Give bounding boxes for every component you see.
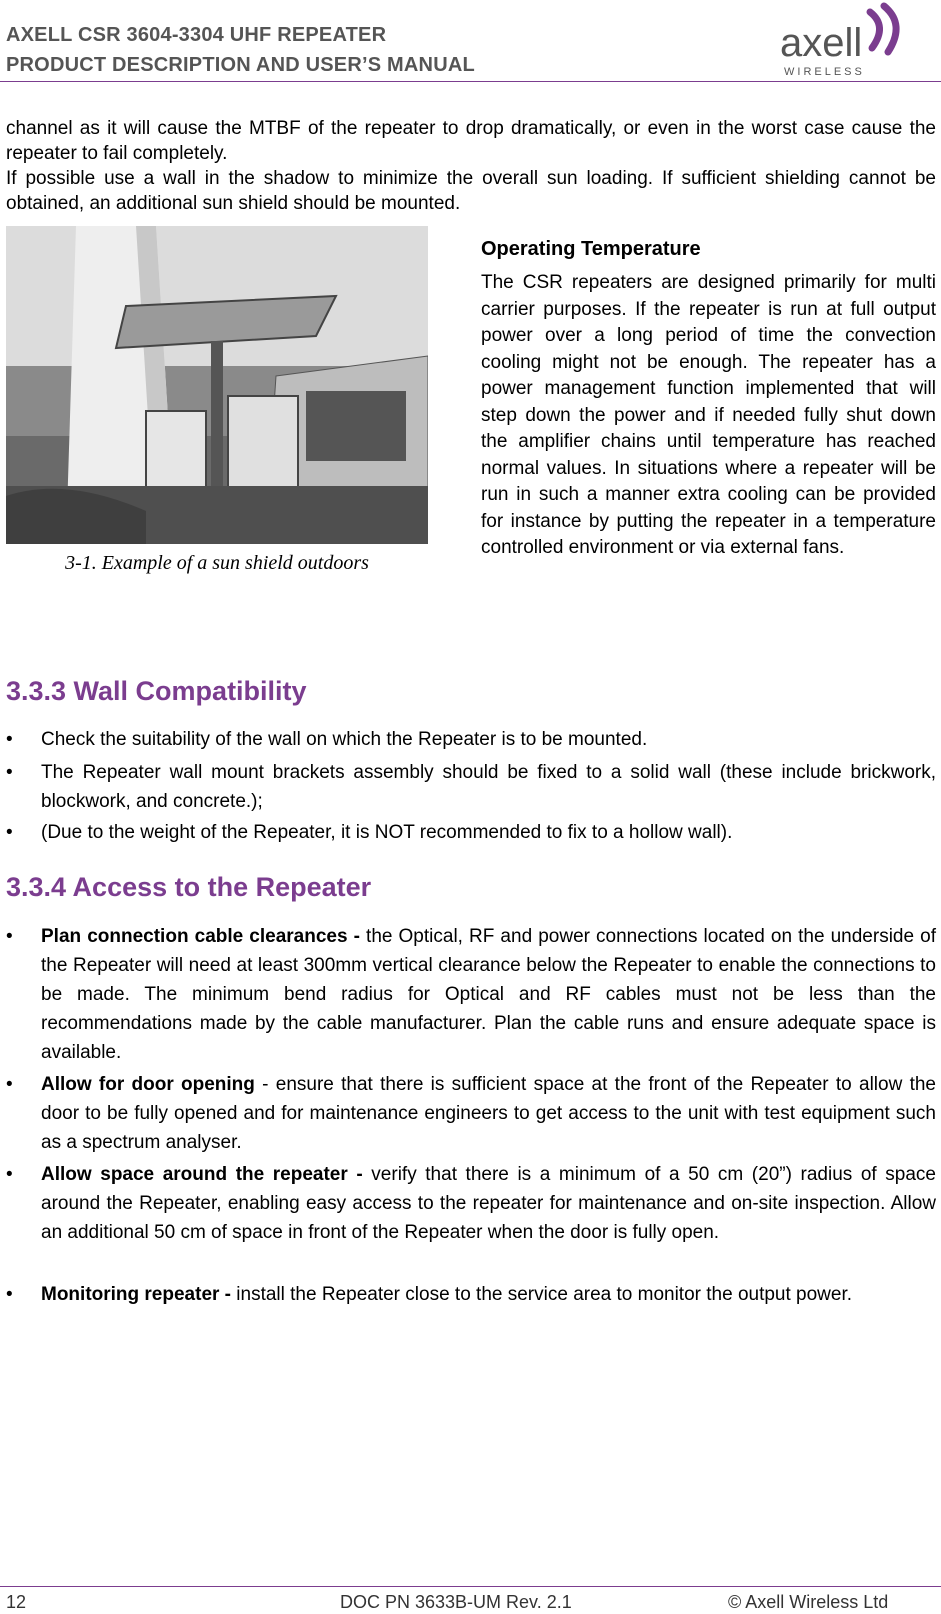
list-item-text: verify that there is a minimum of a 50 cm (20”) radius of space around the Repeater, enabling easy access to the repeater for maintenance and on-site inspection. Allow an additional 50 cm of space in front of the Repeater when the door is fully open. — [41, 1164, 936, 1243]
logo-arc-2 — [884, 6, 896, 52]
list-item-text: Check the suitability of the wall on which the Repeater is to be mounted. — [41, 729, 648, 750]
axell-wireless-logo — [780, 2, 910, 78]
header-title-line1: AXELL CSR 3604-3304 UHF REPEATER — [6, 24, 387, 46]
list-item — [6, 1160, 936, 1247]
logo-arc-1 — [870, 12, 880, 48]
operating-temperature-text: The CSR repeaters are designed primarily for multi carrier purposes. If the repeater is run at full output power over a long period of time the convection cooling might not be enough. The repeater has a power management function implemented that will step down the power and if needed fully shut down the amplifier chains until temperature has reached normal values. In situations where a repeater will be run in such a manner extra cooling can be provided for instance by putting the repeater in a temperature controlled environment or via external fans. — [481, 272, 936, 558]
list-item-lead: Monitoring repeater - — [41, 1284, 232, 1305]
list-item — [6, 818, 936, 847]
doc-number: DOC PN 3633B-UM Rev. 2.1 — [340, 1592, 572, 1612]
section-3-3-4-title: 3.3.4 Access to the Repeater — [6, 872, 372, 902]
bullet-marker: • — [6, 822, 13, 843]
list-item-lead: Allow space around the repeater - — [41, 1164, 363, 1185]
bullet-marker: • — [6, 1164, 13, 1185]
footer-divider — [0, 1586, 941, 1587]
list-item-text: install the Repeater close to the service area to monitor the output power. — [231, 1284, 853, 1305]
list-item — [6, 922, 936, 1067]
section-3-3-3-title: 3.3.3 Wall Compatibility — [6, 676, 307, 706]
logo-wordmark: axell — [780, 21, 863, 65]
bullet-marker: • — [6, 729, 13, 750]
list-item-text: (Due to the weight of the Repeater, it is NOT recommended to fix to a hollow wall). — [41, 822, 733, 843]
list-item-text: the Optical, RF and power connections located on the underside of the Repeater will need at least 300mm vertical clearance below the Repeater to enable the connections to be made. The minimum bend radius for Optical and RF cables must not be less than the recommendations made by the cable manufacturer. Plan the cable runs and ensure adequate space is available. — [41, 926, 936, 1063]
bullet-marker: • — [6, 926, 13, 947]
list-item-text: The Repeater wall mount brackets assembly should be fixed to a solid wall (these include brickwork, blockwork, and concrete.); — [41, 762, 936, 812]
bullet-marker: • — [6, 1074, 13, 1095]
page-number: 12 — [6, 1592, 27, 1612]
bullet-marker: • — [6, 1284, 13, 1305]
operating-temperature-heading: Operating Temperature — [481, 238, 701, 260]
list-item — [6, 758, 936, 816]
list-item-lead: Plan connection cable clearances - — [41, 926, 360, 947]
intro-paragraph-2: If possible use a wall in the shadow to minimize the overall sun loading. If sufficient shielding cannot be obtained, an additional sun shield should be mounted. — [6, 168, 936, 214]
page-header — [0, 0, 941, 84]
logo-subtext: WIRELESS — [784, 66, 865, 78]
page-footer — [0, 1586, 941, 1614]
bullet-marker: • — [6, 762, 13, 783]
figure-caption: 3-1. Example of a sun shield outdoors — [65, 552, 369, 574]
list-item — [6, 725, 936, 754]
list-item — [6, 1070, 936, 1157]
copyright: © Axell Wireless Ltd — [728, 1592, 889, 1612]
list-item-text: - ensure that there is sufficient space at the front of the Repeater to allow the door to be fully opened and for maintenance engineers to get access to the unit with test equipment such as a spectrum analyser. — [41, 1074, 936, 1153]
header-divider — [0, 81, 941, 82]
header-title-line2: PRODUCT DESCRIPTION AND USER’S MANUAL — [6, 54, 475, 76]
list-item-lead: Allow for door opening — [41, 1074, 255, 1095]
sun-shield-photo — [6, 226, 428, 544]
intro-paragraph-1: channel as it will cause the MTBF of the repeater to drop dramatically, or even in the worst case cause the repeater to fail completely. — [6, 118, 936, 164]
list-item — [6, 1280, 936, 1309]
